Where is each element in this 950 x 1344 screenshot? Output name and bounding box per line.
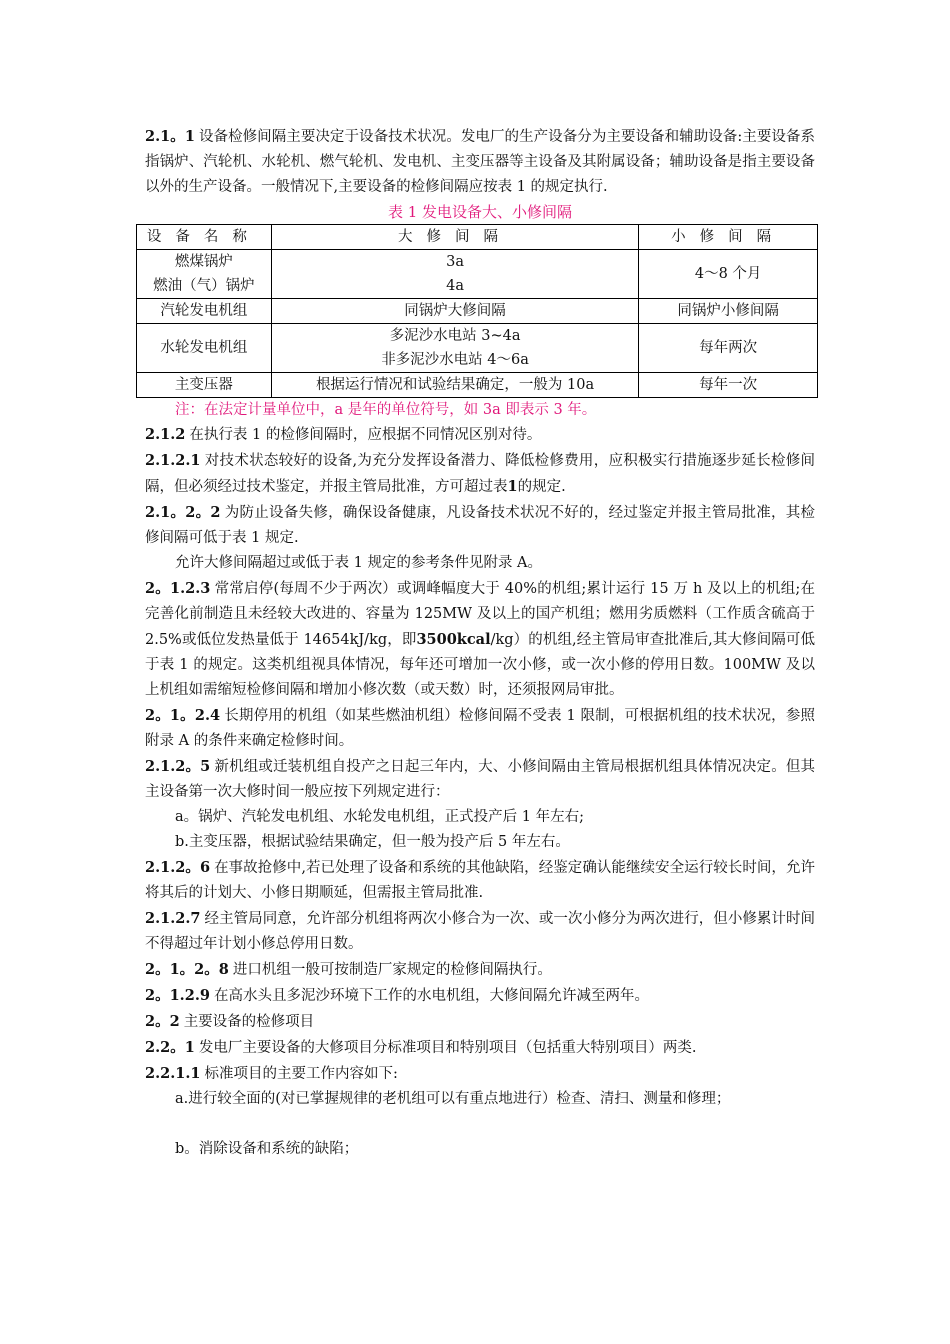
paragraph-2-1-2-9 xyxy=(145,983,815,1009)
section-number: 2。1。2.4 xyxy=(145,707,221,724)
table-note: 注：在法定计量单位中，a 是年的单位符号，如 3a 即表示 3 年。 xyxy=(175,402,597,418)
paragraph-text: 的规定. xyxy=(517,479,566,495)
paragraph-2-1-2-4 xyxy=(145,703,815,754)
table-cell: 4～8 个月 xyxy=(639,250,818,299)
table-cell: 同锅炉小修间隔 xyxy=(639,299,818,324)
paragraph-bold-text: 3500kcal xyxy=(416,631,491,648)
document-body xyxy=(145,124,815,1162)
section-number: 2。1.2.3 xyxy=(145,580,211,597)
paragraph-2-1-2 xyxy=(145,422,815,448)
table-cell: 每年两次 xyxy=(639,324,818,373)
table-cell: 汽轮发电机组 xyxy=(137,299,272,324)
table-cell xyxy=(137,250,272,299)
section-number: 2.2.1.1 xyxy=(145,1065,201,1082)
table-caption: 表 1 发电设备大、小修间隔 xyxy=(387,203,573,221)
paragraph-text: 新机组或迁装机组自投产之日起三年内，大、小修间隔由主管局根据机组具体情况决定。但其主设备第一次大修时间一般应按下列规定进行： xyxy=(145,759,816,800)
cell-line: 非多泥沙水电站 4～6a xyxy=(381,352,529,368)
section-number: 2.1.2.1 xyxy=(145,452,201,469)
header-minor-interval: 小修间隔 xyxy=(639,225,818,250)
section-number: 2.1.2.7 xyxy=(145,910,201,927)
section-number: 2.1.2。6 xyxy=(145,859,211,876)
list-item-b: b.主变压器，根据试验结果确定，但一般为投产后 5 年左右。 xyxy=(175,834,570,850)
overhaul-interval-table xyxy=(136,224,818,398)
table-row xyxy=(137,250,818,299)
section-number: 2.1.2 xyxy=(145,426,186,443)
paragraph-2-1-2-2 xyxy=(145,500,815,551)
paragraph-text: 设备检修间隔主要决定于设备技术状况。发电厂的生产设备分为主要设备和辅助设备:主要设备系指锅炉、汽轮机、水轮机、燃气轮机、发电机、主变压器等主设备及其附属设备；辅助设备是指主要设备以外的生产设备。一般情况下,主要设备的检修间隔应按表 1 的规定执行. xyxy=(145,129,815,195)
header-equipment-name: 设备名称 xyxy=(137,225,272,250)
table-row xyxy=(137,299,818,324)
list-item-b: b。消除设备和系统的缺陷； xyxy=(175,1141,359,1157)
table-row xyxy=(137,324,818,373)
header-major-interval: 大修间隔 xyxy=(271,225,638,250)
paragraph-text: 在事故抢修中,若已处理了设备和系统的其他缺陷，经鉴定确认能继续安全运行较长时间，允许将其后的计划大、小修日期顺延，但需报主管局批准. xyxy=(145,860,816,901)
blank-line xyxy=(145,1112,815,1137)
paragraph-2-2-1-1 xyxy=(145,1061,815,1087)
table-cell: 同锅炉大修间隔 xyxy=(271,299,638,324)
section-number: 2.2。1 xyxy=(145,1039,195,1056)
paragraph-text: 常常启停(每周不少于两次）或调峰幅度大于 40%的机组;累计运行 15 万 h 及以上的机组;在完善化前制造且未经较大改进的、容量为 125MW 及以上的国产机组；燃用劣质燃料（工作质含硫高于 2.5%或低位发热量低于 14654kJ/kg，即 xyxy=(145,581,816,648)
paragraph-text: 在高水头且多泥沙环境下工作的水电机组，大修间隔允许减至两年。 xyxy=(213,988,649,1004)
paragraph-text: 进口机组一般可按制造厂家规定的检修间隔执行。 xyxy=(232,962,552,978)
cell-line: 3a xyxy=(446,254,464,270)
section-number: 2.1。2。2 xyxy=(145,504,221,521)
paragraph-2-1-2-6 xyxy=(145,855,815,906)
list-item-a: a。锅炉、汽轮发电机组、水轮发电机组，正式投产后 1 年左右; xyxy=(175,809,584,825)
table-header-row xyxy=(137,225,818,250)
paragraph-2-1-2-5 xyxy=(145,754,815,805)
paragraph-text: 发电厂主要设备的大修项目分标准项目和特别项目（包括重大特别项目）两类. xyxy=(198,1040,697,1056)
paragraph-2-1-2-1 xyxy=(145,448,815,500)
cell-line: 燃煤锅炉 xyxy=(174,254,233,270)
section-number: 2。2 xyxy=(145,1013,180,1030)
paragraph-appendix-ref: 允许大修间隔超过或低于表 1 规定的参考条件见附录 A。 xyxy=(175,555,543,571)
paragraph-2-1-2-7 xyxy=(145,906,815,957)
paragraph-2-1-2-8 xyxy=(145,957,815,983)
table-cell xyxy=(271,324,638,373)
paragraph-text: 在执行表 1 的检修间隔时，应根据不同情况区别对待。 xyxy=(189,427,542,443)
cell-line: 多泥沙水电站 3~4a xyxy=(389,328,521,344)
table-cell: 主变压器 xyxy=(137,373,272,398)
table-cell: 根据运行情况和试验结果确定，一般为 10a xyxy=(271,373,638,398)
table-row xyxy=(137,373,818,398)
table-cell xyxy=(271,250,638,299)
paragraph-2-2-1 xyxy=(145,1035,815,1061)
paragraph-bold-text: 1 xyxy=(507,478,518,495)
paragraph-text: 为防止设备失修，确保设备健康，凡设备技术状况不好的，经过鉴定并报主管局批准，其检修间隔可低于表 1 规定. xyxy=(145,505,816,546)
cell-line: 4a xyxy=(446,278,464,294)
section-number: 2。1。2。8 xyxy=(145,961,229,978)
heading-2-2 xyxy=(145,1009,815,1035)
list-item-a: a.进行较全面的(对已掌握规律的老机组可以有重点地进行）检查、清扫、测量和修理； xyxy=(175,1091,731,1107)
paragraph-2-1-2-3 xyxy=(145,576,815,703)
heading-text: 主要设备的检修项目 xyxy=(183,1014,315,1030)
table-cell: 每年一次 xyxy=(639,373,818,398)
paragraph-text: 对技术状态较好的设备,为充分发挥设备潜力、降低检修费用，应积极实行措施逐步延长检修间隔，但必须经过技术鉴定，并报主管局批准，方可超过表 xyxy=(145,453,815,495)
section-number: 2.1。1 xyxy=(145,128,195,145)
paragraph-text: 长期停用的机组（如某些燃油机组）检修间隔不受表 1 限制，可根据机组的技术状况，参照附录 A 的条件来确定检修时间。 xyxy=(145,708,815,749)
section-number: 2。1.2.9 xyxy=(145,987,210,1004)
cell-line: 燃油（气）锅炉 xyxy=(153,278,255,294)
table-cell: 水轮发电机组 xyxy=(137,324,272,373)
paragraph-2-1-1 xyxy=(145,124,815,200)
paragraph-text: 经主管局同意，允许部分机组将两次小修合为一次、或一次小修分为两次进行，但小修累计时间不得超过年计划小修总停用日数。 xyxy=(145,911,815,952)
section-number: 2.1.2。5 xyxy=(145,758,211,775)
paragraph-text: /kg）的机组,经主管局审查批准后,其大修间隔可低于表 1 的规定。这类机组视具体情况，每年还可增加一次小修，或一次小修的停用日数。100MW 及以上机组如需缩短检修间隔和增加小修次数（或天数）时，还须报网局审批。 xyxy=(145,632,815,698)
paragraph-text: 标准项目的主要工作内容如下: xyxy=(204,1066,398,1082)
